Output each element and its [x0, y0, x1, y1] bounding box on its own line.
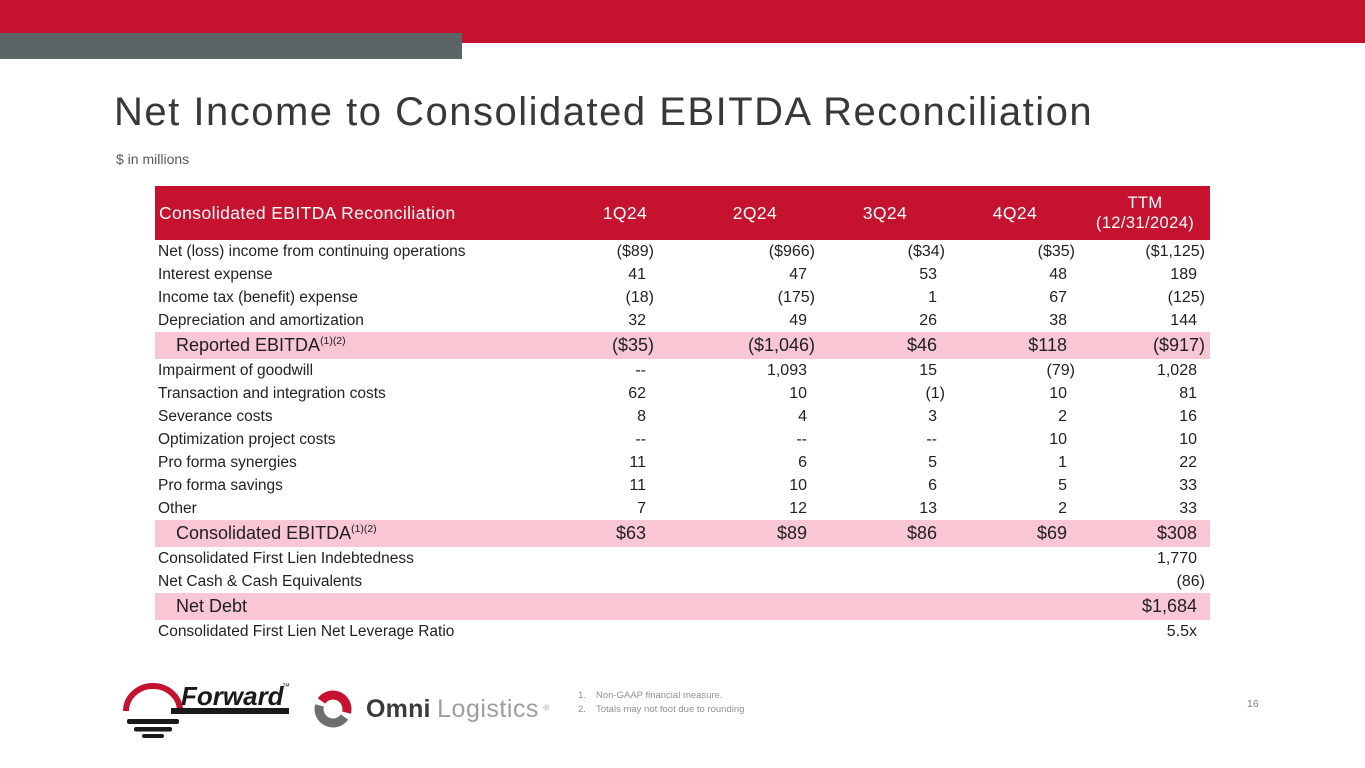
row-label: Severance costs	[158, 407, 273, 425]
row-label: Net (loss) income from continuing operations	[158, 242, 466, 260]
cell-value: ($35)	[1037, 242, 1075, 260]
table-row	[155, 547, 1210, 570]
table-row	[155, 474, 1210, 497]
slide-title: Net Income to Consolidated EBITDA Reconciliation	[114, 90, 1094, 134]
cell-value: 49	[789, 311, 807, 329]
row-label: Transaction and integration costs	[158, 384, 386, 402]
cell-value	[690, 570, 820, 593]
forward-logo	[118, 677, 296, 741]
cell-value	[690, 547, 820, 570]
cell-value: 22	[1179, 453, 1197, 471]
cell-value: (175)	[777, 288, 815, 306]
footnote-1-number: 1.	[578, 690, 586, 701]
cell-value: 5.5x	[1166, 622, 1197, 640]
cell-value: 1,770	[1156, 549, 1197, 567]
footnote-2-text: Totals may not foot due to rounding	[596, 704, 745, 715]
cell-value	[950, 570, 1080, 593]
row-label: Impairment of goodwill	[158, 361, 314, 379]
cell-value: 2	[1058, 499, 1067, 517]
cell-value: $86	[820, 520, 950, 547]
cell-value: 38	[1049, 311, 1067, 329]
table-row	[155, 520, 1210, 547]
table-row	[155, 451, 1210, 474]
cell-value	[820, 547, 950, 570]
cell-value: 81	[1179, 384, 1197, 402]
cell-value: 6	[798, 453, 807, 471]
top-gray-bar	[0, 33, 462, 59]
cell-value: 41	[628, 265, 646, 283]
cell-value: $69	[950, 520, 1080, 547]
footnotes	[578, 689, 744, 717]
table-row	[155, 240, 1210, 263]
cell-value: 67	[1049, 288, 1067, 306]
cell-value	[560, 620, 690, 643]
forward-wordmark: Forward	[181, 681, 284, 711]
table-row	[155, 593, 1210, 620]
row-label: Reported $EBITDA^{(1)(2)}$	[155, 332, 560, 359]
table-row	[155, 332, 1210, 359]
row-label: Depreciation and amortization	[158, 311, 364, 329]
row-label: Consolidated First Lien Net Leverage Ratio	[158, 622, 455, 640]
omni-ring-gray-arc	[319, 705, 344, 723]
cell-value	[950, 593, 1080, 620]
cell-value: (18)	[625, 288, 654, 306]
cell-value: $1,684	[1080, 593, 1210, 620]
row-label: Income tax (benefit) expense	[158, 288, 358, 306]
cell-value: ($966)	[768, 242, 815, 260]
table-row	[155, 405, 1210, 428]
row-label: Other	[158, 499, 197, 517]
footnote-2	[578, 703, 744, 717]
cell-value: ($89)	[616, 242, 654, 260]
cell-value: 3	[928, 407, 937, 425]
row-label: Interest expense	[158, 265, 273, 283]
cell-value: 10	[1049, 384, 1067, 402]
cell-value: 48	[1049, 265, 1067, 283]
row-label: Net Cash & Cash Equivalents	[158, 572, 363, 590]
row-label: Pro forma synergies	[158, 453, 297, 471]
cell-value: 1,028	[1156, 361, 1197, 379]
table-row	[155, 263, 1210, 286]
row-label: Consolidated First Lien Indebtedness	[158, 549, 414, 567]
table-header-label: Consolidated EBITDA Reconciliation	[155, 186, 560, 240]
footnote-reference: (1)(2)	[351, 524, 377, 535]
cell-value: $118	[950, 332, 1080, 359]
cell-value	[690, 593, 820, 620]
table-row	[155, 570, 1210, 593]
cell-value: 2	[1058, 407, 1067, 425]
omni-wordmark	[366, 695, 549, 724]
cell-value: 4	[798, 407, 807, 425]
forward-trademark: ™	[282, 682, 290, 691]
cell-value: $46	[820, 332, 950, 359]
cell-value	[950, 547, 1080, 570]
table-row	[155, 286, 1210, 309]
row-label: Pro forma savings	[158, 476, 283, 494]
cell-value: (79)	[1046, 361, 1075, 379]
cell-value: 1	[928, 288, 937, 306]
cell-value: 10	[1049, 430, 1067, 448]
forward-wave-line-3	[142, 734, 164, 738]
cell-value: (86)	[1176, 572, 1205, 590]
cell-value: --	[796, 430, 807, 448]
omni-ring-icon	[310, 686, 356, 732]
cell-value: ($1,125)	[1145, 242, 1205, 260]
table-row	[155, 359, 1210, 382]
cell-value: 33	[1179, 499, 1197, 517]
cell-value	[560, 570, 690, 593]
omni-word: Omni	[366, 694, 431, 723]
cell-value: 5	[1058, 476, 1067, 494]
table-row	[155, 620, 1210, 643]
column-header-4q24: 4Q24	[950, 186, 1080, 240]
cell-value: 8	[637, 407, 646, 425]
footnote-1	[578, 689, 744, 703]
units-note: $ in millions	[116, 151, 190, 167]
cell-value: 1,093	[766, 361, 807, 379]
cell-value: ($917)	[1080, 332, 1210, 359]
cell-value: $89	[690, 520, 820, 547]
cell-value: (1)	[925, 384, 945, 402]
forward-wave-line-1	[127, 719, 179, 724]
table-header-row	[155, 186, 1210, 240]
cell-value	[690, 620, 820, 643]
page-number: 16	[1247, 698, 1259, 710]
table-row	[155, 497, 1210, 520]
omni-registered-mark: ®	[543, 703, 550, 713]
cell-value	[560, 547, 690, 570]
column-header-1q24: 1Q24	[560, 186, 690, 240]
cell-value: 144	[1170, 311, 1197, 329]
cell-value: ($1,046)	[690, 332, 820, 359]
column-header-2q24: 2Q24	[690, 186, 820, 240]
footnote-reference: (1)(2)	[320, 336, 346, 347]
cell-value: 13	[919, 499, 937, 517]
cell-value	[560, 593, 690, 620]
cell-value: 7	[637, 499, 646, 517]
cell-value: 16	[1179, 407, 1197, 425]
forward-logo-graphic	[118, 677, 296, 741]
cell-value: ($34)	[907, 242, 945, 260]
column-header-3q24: 3Q24	[820, 186, 950, 240]
cell-value: 15	[919, 361, 937, 379]
ebitda-reconciliation-table	[155, 186, 1210, 643]
ttm-date: (12/31/2024)	[1095, 214, 1195, 232]
column-header-ttm	[1080, 186, 1210, 240]
cell-value: --	[635, 361, 646, 379]
cell-value: 53	[919, 265, 937, 283]
cell-value: 12	[789, 499, 807, 517]
cell-value: 33	[1179, 476, 1197, 494]
cell-value: ($35)	[560, 332, 690, 359]
cell-value	[820, 570, 950, 593]
cell-value: 10	[789, 384, 807, 402]
footnote-2-number: 2.	[578, 704, 586, 715]
cell-value	[820, 593, 950, 620]
table-row	[155, 428, 1210, 451]
ttm-label: TTM	[1127, 194, 1163, 212]
cell-value: 10	[1179, 430, 1197, 448]
footnote-1-text: Non-GAAP financial measure.	[596, 690, 723, 701]
cell-value: --	[926, 430, 937, 448]
cell-value: $308	[1080, 520, 1210, 547]
cell-value	[950, 620, 1080, 643]
row-label: Optimization project costs	[158, 430, 336, 448]
cell-value: (125)	[1167, 288, 1205, 306]
cell-value: 189	[1170, 265, 1197, 283]
table-row	[155, 382, 1210, 405]
omni-logistics-logo	[310, 685, 549, 733]
row-label: Consolidated $EBITDA^{(1)(2)}$	[155, 520, 560, 547]
cell-value	[820, 620, 950, 643]
cell-value: 62	[628, 384, 646, 402]
cell-value: 11	[629, 453, 646, 471]
cell-value: 11	[629, 476, 646, 494]
forward-wave-line-2	[134, 727, 172, 732]
cell-value: $63	[560, 520, 690, 547]
cell-value: 47	[789, 265, 807, 283]
row-label: Net Debt	[155, 593, 560, 620]
cell-value: 6	[928, 476, 937, 494]
cell-value: 5	[928, 453, 937, 471]
cell-value: 10	[789, 476, 807, 494]
cell-value: 26	[919, 311, 937, 329]
logistics-word: Logistics	[437, 694, 539, 723]
table-row	[155, 309, 1210, 332]
forward-sun-arc-icon	[126, 686, 180, 711]
omni-ring-red-arc	[322, 695, 347, 713]
cell-value: --	[635, 430, 646, 448]
cell-value: 1	[1058, 453, 1067, 471]
cell-value: 32	[628, 311, 646, 329]
